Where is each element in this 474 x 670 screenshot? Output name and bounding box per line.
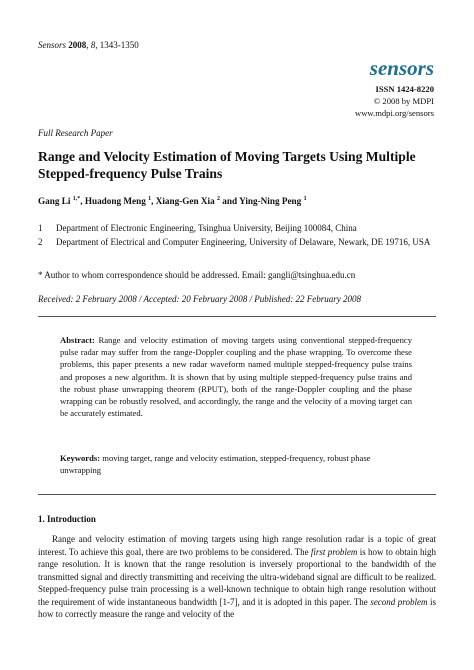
affiliation-text: Department of Electronic Engineering, Tsinghua University, Beijing 100084, China	[56, 223, 357, 233]
journal-year: 2008	[68, 40, 87, 50]
author-affiliation-mark: 1,*	[72, 196, 81, 202]
website[interactable]: www.mdpi.org/sensors	[354, 108, 434, 118]
author-affiliation-mark: 2	[216, 196, 220, 202]
author-affiliation-mark: 1	[303, 196, 307, 202]
keywords-text: moving target, range and velocity estimation, stepped-frequency, robust phase unwrapping	[60, 453, 371, 476]
affiliation	[38, 236, 438, 262]
affiliation-number: 2	[38, 237, 43, 247]
journal-reference: Sensors 2008, 8, 1343-1350	[38, 40, 139, 50]
divider	[38, 494, 436, 495]
author-affiliation-mark: 1	[148, 196, 152, 202]
journal-pages: 1343-1350	[99, 40, 139, 50]
issn: ISSN 1424-8220	[375, 84, 434, 94]
affiliation	[38, 222, 438, 234]
journal-name: Sensors	[38, 40, 67, 50]
copyright: © 2008 by MDPI	[373, 96, 434, 106]
correspondence-note: * Author to whom correspondence should be addressed. Email: gangli@tsinghua.edu.cn	[38, 270, 356, 280]
journal-volume: 8	[90, 40, 96, 50]
abstract	[60, 334, 412, 419]
intro-text: is how to correctly measure the range and velocity of the	[38, 596, 436, 619]
section-heading: 1. Introduction	[38, 514, 96, 524]
intro-text: Range and velocity estimation of moving targets using high range resolution radar is a topic of great interest. To achieve this goal, there are two problems to be considered. The	[38, 534, 436, 557]
intro-emphasis: second problem	[370, 596, 428, 607]
affiliation-number: 1	[38, 223, 43, 233]
intro-text: is how to obtain high range resolution. It is known that the range resolution is inversely proportional to the bandwidth of the transmitted signal and directly transmitting and receiving the ultra-wideband signal are difficult to be realized. Stepped-frequency pulse train processing is a well-known technique to obtain high range resolution without the requirement of wide instantaneous bandwidth [1-7], and it is adopted in this paper. The	[38, 546, 437, 607]
intro-emphasis: first problem	[310, 546, 358, 557]
author-name: Xiang-Gen Xia	[155, 196, 215, 207]
paper-type: Full Research Paper	[38, 128, 113, 138]
author-name: Gang Li	[38, 196, 71, 207]
paper-title: Range and Velocity Estimation of Moving Targets Using Multiple Stepped-frequency Pulse Trains	[38, 149, 416, 181]
introduction-paragraph	[38, 533, 436, 621]
keywords	[60, 452, 412, 476]
abstract-label: Abstract:	[60, 335, 95, 345]
author-name: Huadong Meng	[84, 196, 146, 207]
affiliation-text: Department of Electrical and Computer Engineering, University of Delaware, Newark, DE 19716, USA	[56, 237, 431, 247]
publication-dates: Received: 2 February 2008 / Accepted: 20 February 2008 / Published: 22 February 2008	[38, 294, 361, 304]
author-list: Gang Li $^{1,*}$, Huadong Meng $^1$, Xiang-Gen Xia $^2$ and Ying-Ning Peng $^1$	[38, 196, 307, 207]
divider	[38, 316, 436, 317]
keywords-label: Keywords:	[60, 453, 101, 463]
journal-brand-logo: sensors	[369, 56, 434, 80]
author-name: Ying-Ning Peng	[239, 196, 302, 207]
abstract-text: Range and velocity estimation of moving targets using conventional stepped-frequency pulse radar may suffer from the range-Doppler coupling and the phase wrapping. To overcome these problems, this paper presents a new radar waveform named multiple stepped-frequency pulse trains and proposes a new algorithm. It is shown that by using multiple stepped-frequency pulse trains and the robust phase unwrapping theorem (RPUT), both of the range-Doppler coupling and the phase wrapping can be robustly resolved, and accordingly, the range and the velocity of a moving target can be accurately estimated.	[60, 335, 412, 419]
